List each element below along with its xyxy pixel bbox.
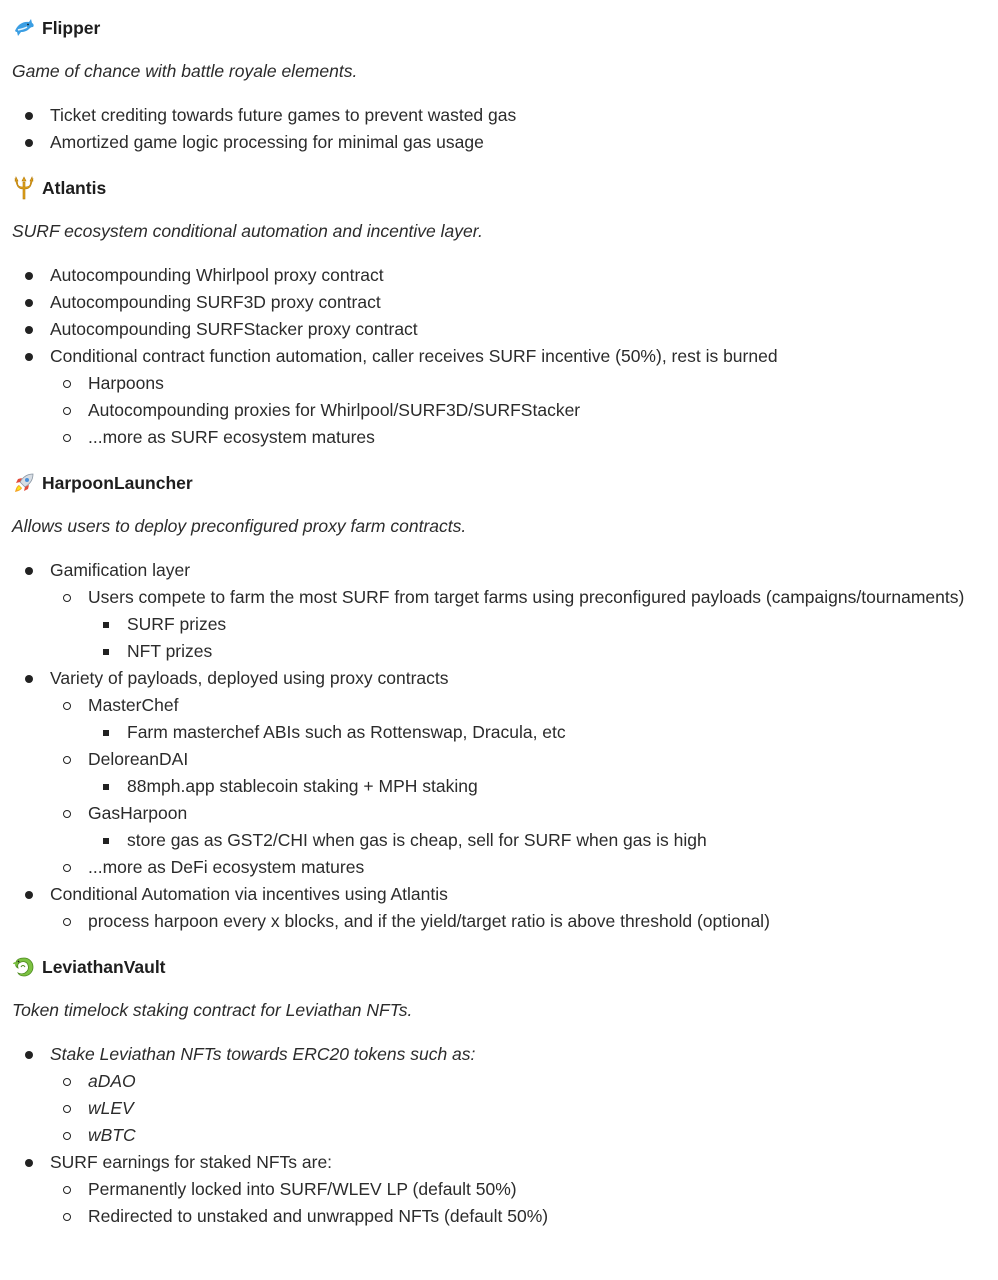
list-item-text: Stake Leviathan NFTs towards ERC20 tokens such as: [50,1044,476,1064]
bullet-list-level-2 [50,692,990,881]
section-atlantis [12,174,990,469]
list-item [50,370,990,397]
list-item-text: 88mph.app stablecoin staking + MPH staking [127,776,478,796]
disc-bullet-icon [25,567,33,575]
list-item-text: SURF prizes [127,614,227,634]
document [12,14,990,1230]
list-item [88,638,990,665]
list-item [12,102,990,129]
circle-bullet-icon [63,407,71,415]
circle-bullet-icon [63,594,71,602]
list-item-text: SURF earnings for staked NFTs are: [50,1152,333,1172]
bullet-list-level-3 [88,773,990,800]
bullet-list-level-2 [50,1068,990,1149]
list-item-text: Gamification layer [50,560,191,580]
list-item-text: wBTC [88,1125,136,1145]
list-item-text: Autocompounding Whirlpool proxy contract [50,265,384,285]
circle-bullet-icon [63,756,71,764]
list-item [50,1203,990,1230]
list-item-text: Farm masterchef ABIs such as Rottenswap, Dracula, etc [127,722,566,742]
list-item [12,289,990,316]
section-heading [12,469,990,497]
list-item-text: Ticket crediting towards future games to prevent wasted gas [50,105,517,125]
circle-bullet-icon [63,702,71,710]
circle-bullet-icon [63,380,71,388]
list-item-text: Amortized game logic processing for minimal gas usage [50,132,484,152]
list-item-text: Autocompounding proxies for Whirlpool/SURF3D/SURFStacker [88,400,581,420]
section-flipper [12,14,990,174]
list-item [88,827,990,854]
rocket-icon [12,471,36,495]
bullet-list-level-2 [50,1176,990,1230]
circle-bullet-icon [63,1213,71,1221]
section-heading [12,174,990,202]
list-item [88,611,990,638]
bullet-list-level-3 [88,827,990,854]
section-harpoonlauncher [12,469,990,953]
list-item-text: wLEV [88,1098,134,1118]
list-item-text: Redirected to unstaked and unwrapped NFTs (default 50%) [88,1206,549,1226]
list-item [50,1095,990,1122]
list-item-text: Variety of payloads, deployed using proxy contracts [50,668,449,688]
list-item-text: GasHarpoon [88,803,188,823]
list-item [88,773,990,800]
circle-bullet-icon [63,1078,71,1086]
square-bullet-icon [103,622,109,628]
bullet-list-level-3 [88,719,990,746]
list-item [12,665,990,881]
section-gap [12,451,990,469]
dolphin-icon [12,16,36,40]
bullet-list-level-1 [12,102,990,156]
disc-bullet-icon [25,1051,33,1059]
square-bullet-icon [103,730,109,736]
list-item [12,557,990,665]
disc-bullet-icon [25,353,33,361]
trident-icon [12,176,36,200]
square-bullet-icon [103,784,109,790]
list-item-text: Autocompounding SURFStacker proxy contract [50,319,418,339]
circle-bullet-icon [63,864,71,872]
disc-bullet-icon [25,891,33,899]
section-leviathanvault [12,953,990,1230]
section-gap [12,156,990,174]
dragon-icon [12,955,36,979]
list-item [12,129,990,156]
list-item [50,908,990,935]
disc-bullet-icon [25,299,33,307]
list-item [50,746,990,800]
section-description: SURF ecosystem conditional automation and incentive layer. [12,221,483,241]
list-item-text: DeloreanDAI [88,749,189,769]
list-item [12,881,990,935]
list-item-text: ...more as DeFi ecosystem matures [88,857,365,877]
bullet-list-level-3 [88,611,990,665]
list-item [12,1149,990,1230]
bullet-list-level-2 [50,370,990,451]
section-title: LeviathanVault [42,957,166,977]
section-heading [12,14,990,42]
section-description: Token timelock staking contract for Leviathan NFTs. [12,1000,413,1020]
bullet-list-level-2 [50,908,990,935]
bullet-list-level-1 [12,262,990,451]
list-item [50,1176,990,1203]
list-item [50,692,990,746]
list-item-text: Autocompounding SURF3D proxy contract [50,292,381,312]
section-title: Atlantis [42,178,107,198]
circle-bullet-icon [63,1186,71,1194]
list-item [50,584,990,665]
list-item [88,719,990,746]
section-gap [12,935,990,953]
disc-bullet-icon [25,112,33,120]
list-item-text: Conditional Automation via incentives using Atlantis [50,884,448,904]
list-item-text: MasterChef [88,695,179,715]
section-title: HarpoonLauncher [42,473,193,493]
list-item-text: Permanently locked into SURF/WLEV LP (default 50%) [88,1179,517,1199]
disc-bullet-icon [25,326,33,334]
circle-bullet-icon [63,918,71,926]
circle-bullet-icon [63,434,71,442]
section-heading [12,953,990,981]
list-item [12,316,990,343]
list-item-text: ...more as SURF ecosystem matures [88,427,375,447]
bullet-list-level-1 [12,1041,990,1230]
disc-bullet-icon [25,675,33,683]
list-item-text: store gas as GST2/CHI when gas is cheap, sell for SURF when gas is high [127,830,707,850]
circle-bullet-icon [63,810,71,818]
list-item-text: process harpoon every x blocks, and if the yield/target ratio is above threshold (optional) [88,911,770,931]
list-item [50,1122,990,1149]
list-item [50,1068,990,1095]
disc-bullet-icon [25,272,33,280]
square-bullet-icon [103,838,109,844]
list-item-text: Users compete to farm the most SURF from target farms using preconfigured payloads (campaigns/tournaments) [88,587,965,607]
list-item [50,424,990,451]
section-title: Flipper [42,18,101,38]
list-item [12,262,990,289]
list-item [12,343,990,451]
disc-bullet-icon [25,139,33,147]
list-item [50,397,990,424]
list-item [50,854,990,881]
list-item-text: Harpoons [88,373,164,393]
bullet-list-level-2 [50,584,990,665]
list-item-text: aDAO [88,1071,136,1091]
circle-bullet-icon [63,1132,71,1140]
list-item [50,800,990,854]
list-item-text: Conditional contract function automation, caller receives SURF incentive (50%), rest is burned [50,346,778,366]
list-item [12,1041,990,1149]
list-item-text: NFT prizes [127,641,213,661]
disc-bullet-icon [25,1159,33,1167]
bullet-list-level-1 [12,557,990,935]
section-description: Allows users to deploy preconfigured proxy farm contracts. [12,516,467,536]
square-bullet-icon [103,649,109,655]
section-description: Game of chance with battle royale elements. [12,61,358,81]
circle-bullet-icon [63,1105,71,1113]
